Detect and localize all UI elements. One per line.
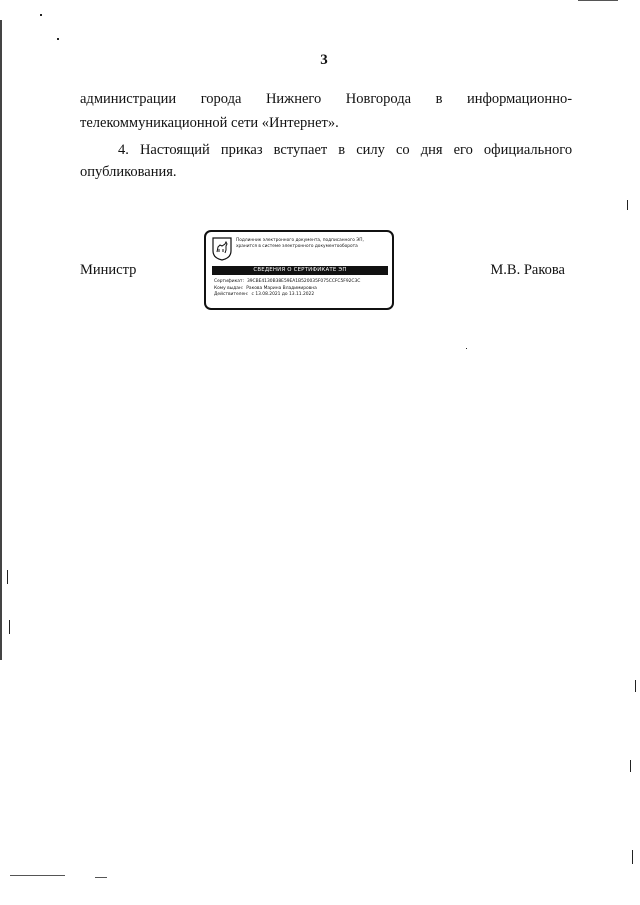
scan-mark (627, 200, 628, 210)
scan-mark (9, 620, 10, 634)
stamp-details (214, 279, 390, 299)
scan-mark (466, 348, 467, 349)
scan-mark (0, 20, 2, 660)
scan-mark (40, 14, 42, 16)
word: информационно- (466, 91, 573, 107)
word: города (200, 91, 242, 107)
scan-mark (10, 875, 65, 876)
body-line-4: опубликования. (80, 164, 177, 180)
electronic-signature-stamp (204, 230, 394, 310)
word: вступает (273, 142, 328, 158)
stamp-header: СВЕДЕНИЯ О СЕРТИФИКАТЕ ЭП (212, 266, 388, 275)
word: со (395, 142, 410, 158)
body-line-2: телекоммуникационной сети «Интернет». (80, 115, 339, 131)
scan-mark (7, 570, 8, 584)
scan-mark (57, 38, 59, 40)
word: силу (356, 142, 385, 158)
page-number: 3 (320, 52, 328, 68)
stamp-note (236, 238, 392, 250)
validity-row (214, 292, 390, 299)
word: в (435, 91, 443, 107)
word: Новгорода (345, 91, 412, 107)
issued-to-label: Кому выдан: (214, 285, 244, 291)
body-line-1 (80, 90, 572, 108)
word: в (338, 142, 346, 158)
scan-mark (95, 877, 107, 878)
issued-to-value: Ракова Марина Владимировна (246, 285, 317, 291)
scan-mark (630, 760, 631, 772)
word: официального (483, 142, 573, 158)
word: приказ (220, 142, 263, 158)
certificate-label: Сертификат: (214, 279, 244, 284)
word: 4. (118, 142, 129, 158)
word: Нижнего (265, 91, 322, 107)
scan-mark (632, 850, 633, 864)
word: его (453, 142, 473, 158)
coat-of-arms-icon (212, 237, 232, 261)
body-line-3 (118, 141, 572, 159)
signatory-title: Министр (80, 262, 137, 278)
word: администрации (80, 91, 177, 107)
word: Настоящий (139, 142, 210, 158)
scan-mark (635, 680, 636, 692)
validity-value: с 13.08.2021 до 13.11.2022 (251, 292, 315, 297)
scan-mark (578, 0, 618, 1)
stamp-note-line: Подлинник электронного документа, подписанного ЭП, (236, 238, 364, 243)
certificate-value: 39CBE4130B38E59EA1B520035F075CCFC5F92C3C (246, 279, 361, 284)
stamp-note-line: хранится в системе электронного документооборота (236, 244, 358, 249)
validity-label: Действителен: (214, 292, 249, 297)
signatory-name: М.В. Ракова (490, 262, 565, 278)
word: дня (420, 142, 443, 158)
